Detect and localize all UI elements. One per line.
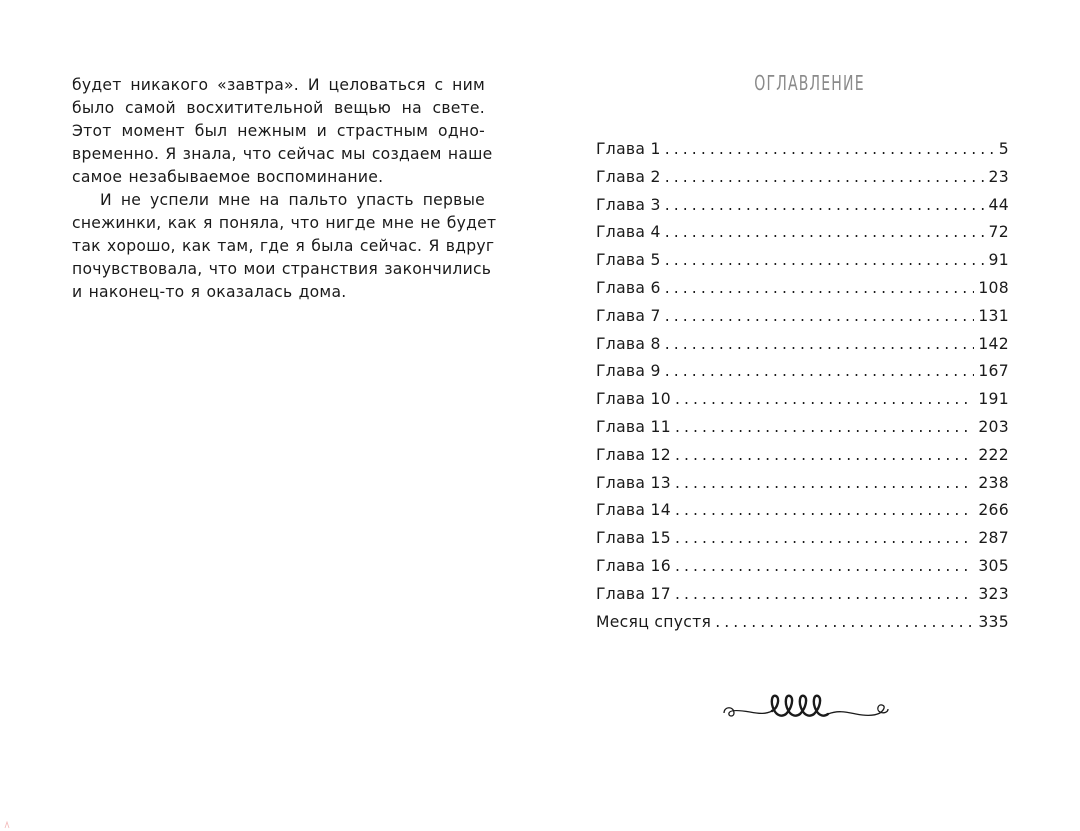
text-line: было самой восхитительной вещью на свете. xyxy=(72,99,485,117)
toc-leader-dots xyxy=(675,470,974,498)
toc-entry-label: Глава 10 xyxy=(596,390,671,409)
toc-entry-label: Глава 8 xyxy=(596,334,661,353)
toc-entry-page: 108 xyxy=(978,278,1009,297)
toc-entry-label: Глава 9 xyxy=(596,362,661,381)
toc-leader-dots xyxy=(665,358,975,386)
toc-entry-page: 23 xyxy=(988,167,1009,186)
toc-entry-page: 142 xyxy=(978,334,1009,353)
toc-entry-label: Глава 15 xyxy=(596,529,671,548)
toc-entry-label: Глава 5 xyxy=(596,251,661,270)
toc-entry-page: 266 xyxy=(978,501,1009,520)
toc-entry xyxy=(596,247,1009,275)
toc-entry-label: Глава 16 xyxy=(596,556,671,575)
toc-entry-label: Глава 12 xyxy=(596,445,671,464)
toc-leader-dots xyxy=(665,331,975,359)
toc-list xyxy=(596,136,1009,636)
text-line: почувствовала, что мои странствия закончились xyxy=(72,260,492,278)
toc-leader-dots xyxy=(675,442,974,470)
text-line: Этот момент был нежным и страстным одно- xyxy=(72,122,485,140)
toc-entry xyxy=(596,386,1009,414)
toc-entry-label: Глава 11 xyxy=(596,417,671,436)
toc-entry-page: 335 xyxy=(978,612,1009,631)
toc-entry xyxy=(596,358,1009,386)
toc-entry xyxy=(596,275,1009,303)
toc-entry-page: 44 xyxy=(988,195,1009,214)
toc-entry xyxy=(596,331,1009,359)
text-line: снежинки, как я поняла, что нигде мне не будет xyxy=(72,214,497,232)
toc-entry-page: 287 xyxy=(978,529,1009,548)
flourish-ornament-icon xyxy=(720,686,892,728)
toc-entry-page: 238 xyxy=(978,473,1009,492)
left-page xyxy=(72,74,497,304)
toc-entry-page: 167 xyxy=(978,362,1009,381)
toc-entry-label: Глава 17 xyxy=(596,584,671,603)
text-line: И не успели мне на пальто упасть первые xyxy=(100,191,485,209)
text-line: и наконец-то я оказалась дома. xyxy=(72,283,347,301)
toc-leader-dots xyxy=(675,581,974,609)
text-line: самое незабываемое воспоминание. xyxy=(72,168,384,186)
toc-leader-dots xyxy=(665,247,985,275)
toc-leader-dots xyxy=(675,525,974,553)
toc-entry-label: Глава 14 xyxy=(596,501,671,520)
toc-leader-dots xyxy=(665,275,975,303)
toc-entry-label: Глава 2 xyxy=(596,167,661,186)
body-text xyxy=(72,74,497,304)
toc-title: ОГЛАВЛЕНИЕ xyxy=(754,71,865,95)
toc-entry-label: Месяц спустя xyxy=(596,612,712,631)
toc-entry xyxy=(596,553,1009,581)
toc-leader-dots xyxy=(665,192,985,220)
toc-entry-page: 5 xyxy=(998,140,1009,158)
toc-entry-label: Глава 4 xyxy=(596,223,661,242)
toc-entry-label: Глава 13 xyxy=(596,473,671,492)
toc-entry-label: Глава 7 xyxy=(596,306,661,325)
toc-entry-page: 91 xyxy=(988,251,1009,270)
toc-leader-dots xyxy=(665,164,985,192)
toc-leader-dots xyxy=(715,609,974,637)
toc-entry-page: 203 xyxy=(978,417,1009,436)
corner-mark-icon xyxy=(4,821,10,829)
toc-leader-dots xyxy=(675,386,974,414)
toc-entry xyxy=(596,525,1009,553)
toc-entry xyxy=(596,164,1009,192)
toc-entry xyxy=(596,219,1009,247)
toc-entry xyxy=(596,609,1009,637)
toc-entry-page: 191 xyxy=(978,390,1009,409)
toc-leader-dots xyxy=(675,414,974,442)
toc-entry xyxy=(596,497,1009,525)
toc-entry-page: 222 xyxy=(978,445,1009,464)
toc-entry xyxy=(596,581,1009,609)
toc-entry-page: 323 xyxy=(978,584,1009,603)
toc-leader-dots xyxy=(665,136,995,164)
text-line: будет никакого «завтра». И целоваться с ним xyxy=(72,76,485,94)
toc-entry xyxy=(596,442,1009,470)
right-page xyxy=(596,66,1009,636)
text-line: так хорошо, как там, где я была сейчас. Я вдруг xyxy=(72,237,495,255)
toc-entry-label: Глава 6 xyxy=(596,278,661,297)
toc-entry-page: 305 xyxy=(978,556,1009,575)
toc-entry xyxy=(596,303,1009,331)
toc-entry xyxy=(596,414,1009,442)
toc-leader-dots xyxy=(675,553,974,581)
toc-entry-page: 72 xyxy=(988,223,1009,242)
toc-entry-page: 131 xyxy=(978,306,1009,325)
toc-entry xyxy=(596,470,1009,498)
toc-entry xyxy=(596,192,1009,220)
toc-leader-dots xyxy=(665,303,975,331)
toc-entry-label: Глава 1 xyxy=(596,140,661,158)
toc-entry xyxy=(596,136,1009,164)
toc-leader-dots xyxy=(675,497,974,525)
toc-entry-label: Глава 3 xyxy=(596,195,661,214)
text-line: временно. Я знала, что сейчас мы создаем наше xyxy=(72,145,493,163)
toc-leader-dots xyxy=(665,219,985,247)
